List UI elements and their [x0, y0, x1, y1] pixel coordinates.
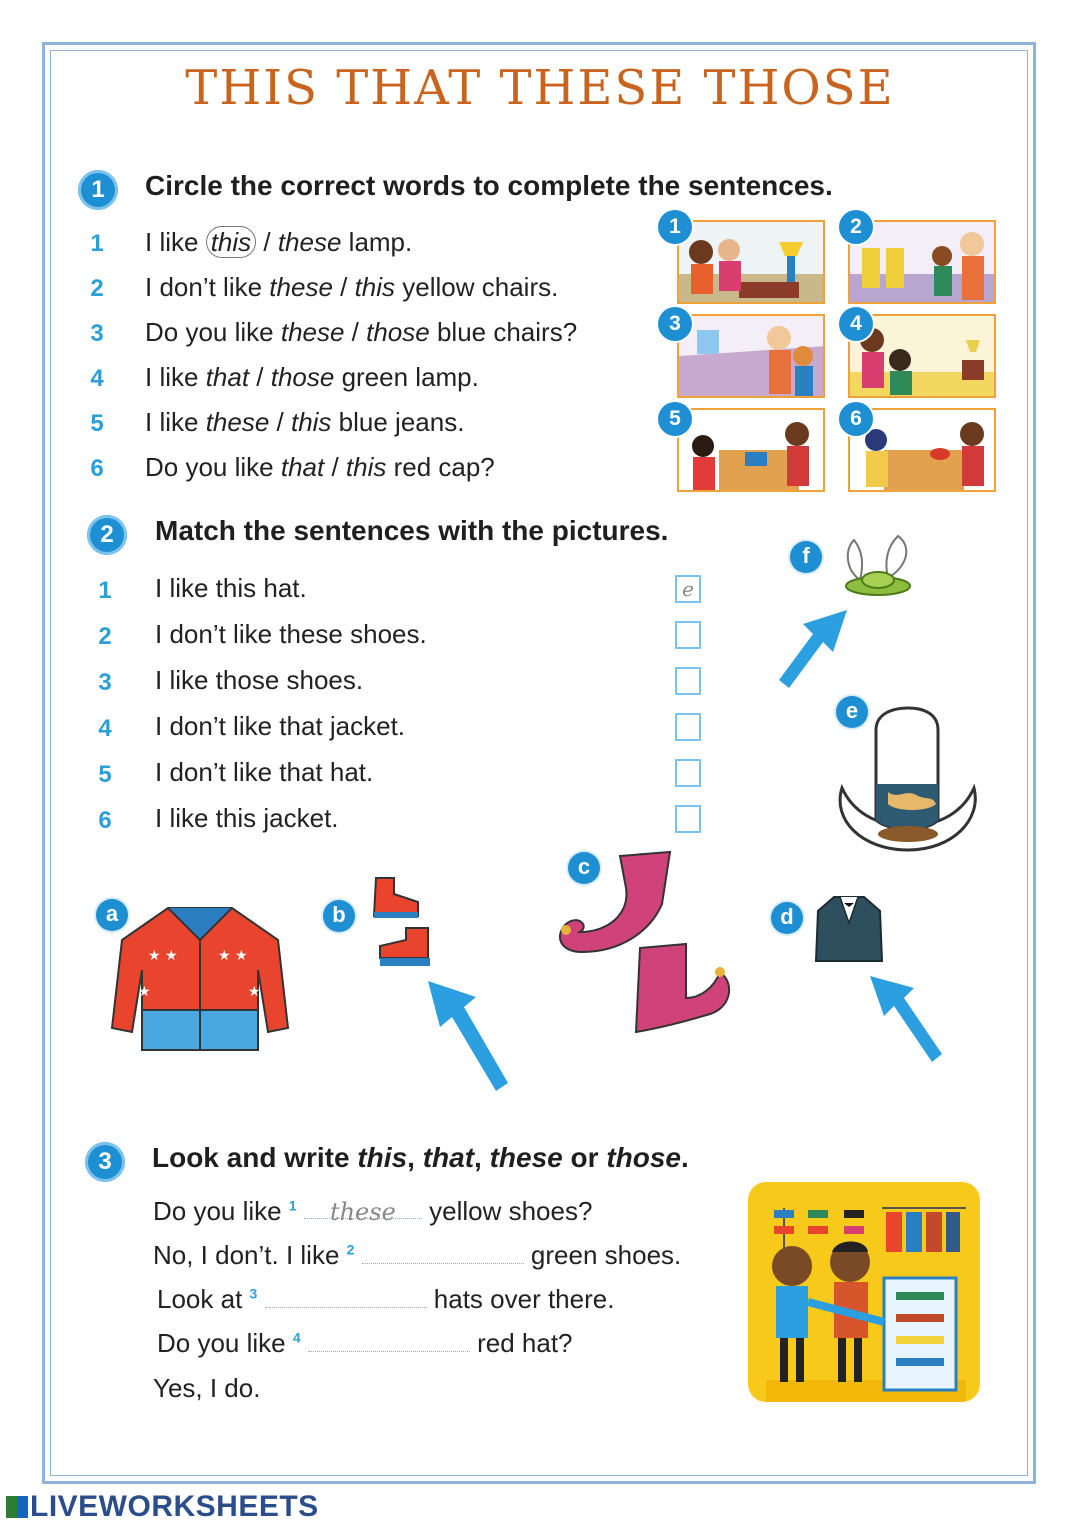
write-line-final: Yes, I do. [153, 1373, 261, 1403]
answer-text: these [329, 1198, 396, 1226]
answer-blank-3[interactable] [265, 1285, 427, 1308]
exercise-1-badge: 1 [78, 170, 118, 210]
picture-badge: 3 [658, 307, 692, 341]
match-sentence-4: I don’t like that jacket. [155, 711, 406, 741]
line-text: Look at [157, 1284, 250, 1314]
blank-number: 3 [249, 1285, 258, 1302]
answer-box-4[interactable] [675, 713, 701, 741]
choice-these[interactable]: these [205, 407, 270, 437]
item-number: 1 [98, 577, 112, 604]
heading-text: or [562, 1142, 607, 1173]
blank-number: 2 [346, 1241, 355, 1258]
sentence-text: Do you like [145, 452, 281, 482]
answer-blank-1[interactable] [304, 1196, 422, 1226]
picture-badge: 2 [839, 210, 873, 244]
item-number: 5 [90, 410, 104, 437]
sentence-text: I like [145, 227, 206, 257]
line-text: yellow shoes? [429, 1196, 593, 1226]
answer-box-1[interactable]: e [675, 575, 701, 603]
heading-word: those [606, 1142, 681, 1173]
match-sentence-1: I like this hat. [155, 573, 307, 603]
picture-label-b: b [323, 900, 355, 932]
item-number: 2 [98, 623, 112, 650]
logo-text: LIVEWORKSHEETS [30, 1490, 319, 1523]
item-number: 2 [90, 275, 104, 302]
sentence-text: I like [145, 407, 206, 437]
logo-icon [6, 1496, 28, 1518]
item-number: 3 [90, 320, 104, 347]
blue-chairs-scene-illustration [679, 316, 825, 398]
sentence-1 [145, 227, 412, 258]
choice-these[interactable]: these [280, 317, 345, 347]
answer-blank-4[interactable] [308, 1329, 470, 1352]
answer-box-2[interactable] [675, 621, 701, 649]
heading-text: , [474, 1142, 490, 1173]
curly-shoes-illustration [550, 848, 740, 1044]
item-number: 4 [98, 715, 112, 742]
exercise-1-heading: Circle the correct words to complete the sentences. [145, 170, 833, 201]
feather-hat-illustration [838, 530, 918, 606]
write-line-2 [153, 1240, 681, 1271]
choice-that[interactable]: that [205, 362, 250, 392]
item-number: 4 [90, 365, 104, 392]
picture-badge: 5 [658, 402, 692, 436]
picture-label-d: d [771, 902, 803, 934]
line-text: No, I don’t. I like [153, 1240, 347, 1270]
red-boots-illustration [366, 872, 440, 972]
sentence-text: blue chairs? [429, 317, 578, 347]
arrow-icon [420, 975, 516, 1095]
blank-number: 1 [288, 1197, 297, 1214]
choice-these[interactable]: these [277, 227, 342, 257]
heading-word: these [489, 1142, 563, 1173]
match-sentence-6: I like this jacket. [155, 803, 339, 833]
slash: / [324, 452, 346, 482]
match-sentence-2: I don’t like these shoes. [155, 619, 427, 649]
answer-box-3[interactable] [675, 667, 701, 695]
picture-badge: 1 [658, 210, 692, 244]
slash: / [344, 317, 367, 347]
arrow-icon [775, 604, 855, 694]
heading-text: , [407, 1142, 423, 1173]
heading-text: . [681, 1142, 689, 1173]
choice-those[interactable]: those [366, 317, 430, 347]
shop-scene-illustration [748, 1182, 980, 1402]
picture-label-e: e [836, 696, 868, 728]
exercise-2-badge: 2 [87, 515, 127, 555]
picture-3-blue-chairs [677, 314, 825, 398]
cowboy-hat-illustration [832, 700, 982, 858]
sentence-text: Do you like [145, 317, 281, 347]
sentence-3 [145, 317, 577, 348]
heading-word: this [357, 1142, 408, 1173]
exercise-3-badge: 3 [85, 1142, 125, 1182]
star-jacket-illustration [108, 900, 292, 1058]
picture-label-f: f [790, 541, 822, 573]
choice-those[interactable]: those [270, 362, 335, 392]
write-line-1 [153, 1196, 592, 1227]
item-number: 6 [90, 455, 104, 482]
arrow-icon [864, 970, 948, 1066]
suit-jacket-illustration [812, 893, 886, 967]
sentence-5 [145, 407, 464, 438]
picture-badge: 6 [839, 402, 873, 436]
svg-text:★: ★ [138, 984, 151, 1000]
line-text: green shoes. [530, 1240, 682, 1270]
slash: / [249, 362, 271, 392]
item-number: 3 [98, 669, 112, 696]
write-line-3 [157, 1284, 614, 1315]
item-number: 6 [98, 807, 112, 834]
blank-number: 4 [292, 1329, 301, 1346]
picture-label-a: a [96, 899, 128, 931]
choice-this[interactable]: this [290, 407, 332, 437]
slash: / [269, 407, 291, 437]
choice-this[interactable]: this [206, 226, 256, 258]
sentence-text: I don’t like [145, 272, 270, 302]
sentence-text: blue jeans. [331, 407, 465, 437]
svg-text:★ ★: ★ ★ [218, 948, 248, 964]
sentence-text: lamp. [341, 227, 413, 257]
match-sentence-5: I don’t like that hat. [155, 757, 374, 787]
sentence-text: red cap? [386, 452, 495, 482]
write-line-4 [157, 1328, 573, 1359]
line-text: Do you like [157, 1328, 293, 1358]
sentence-4 [145, 362, 479, 393]
sentence-text: I like [145, 362, 206, 392]
answer-blank-2[interactable] [362, 1241, 524, 1264]
exercise-2-heading: Match the sentences with the pictures. [155, 515, 669, 546]
slash: / [332, 272, 355, 302]
item-number: 1 [90, 230, 104, 257]
choice-that[interactable]: that [280, 452, 325, 482]
liveworksheets-logo[interactable] [6, 1490, 319, 1524]
worksheet-title: THIS THAT THESE THOSE [185, 60, 895, 116]
answer-box-6[interactable] [675, 805, 701, 833]
exercise-3-heading [152, 1142, 689, 1174]
line-text: red hat? [477, 1328, 573, 1358]
sentence-2 [145, 272, 558, 303]
picture-label-c: c [568, 852, 600, 884]
svg-text:★: ★ [248, 984, 261, 1000]
jeans-scene-illustration [679, 410, 825, 492]
lamp-scene-illustration [679, 222, 825, 304]
chairs-scene-illustration [850, 222, 996, 304]
match-sentence-3: I like those shoes. [155, 665, 364, 695]
choice-this[interactable]: this [345, 452, 387, 482]
sentence-text: green lamp. [334, 362, 479, 392]
item-number: 5 [98, 761, 112, 788]
choice-these[interactable]: these [269, 272, 333, 302]
heading-word: that [422, 1142, 475, 1173]
answer-box-5[interactable] [675, 759, 701, 787]
heading-text: Look and write [152, 1142, 358, 1173]
choice-this[interactable]: this [354, 272, 396, 302]
line-text: hats over there. [433, 1284, 615, 1314]
shop-scene-picture [748, 1182, 980, 1402]
sentence-text: yellow chairs. [395, 272, 559, 302]
svg-text:★ ★: ★ ★ [148, 948, 178, 964]
picture-badge: 4 [839, 307, 873, 341]
picture-5-jeans [677, 408, 825, 492]
picture-1-lamp [677, 220, 825, 304]
line-text: Do you like [153, 1196, 289, 1226]
slash: / [256, 227, 278, 257]
sentence-6 [145, 452, 495, 483]
